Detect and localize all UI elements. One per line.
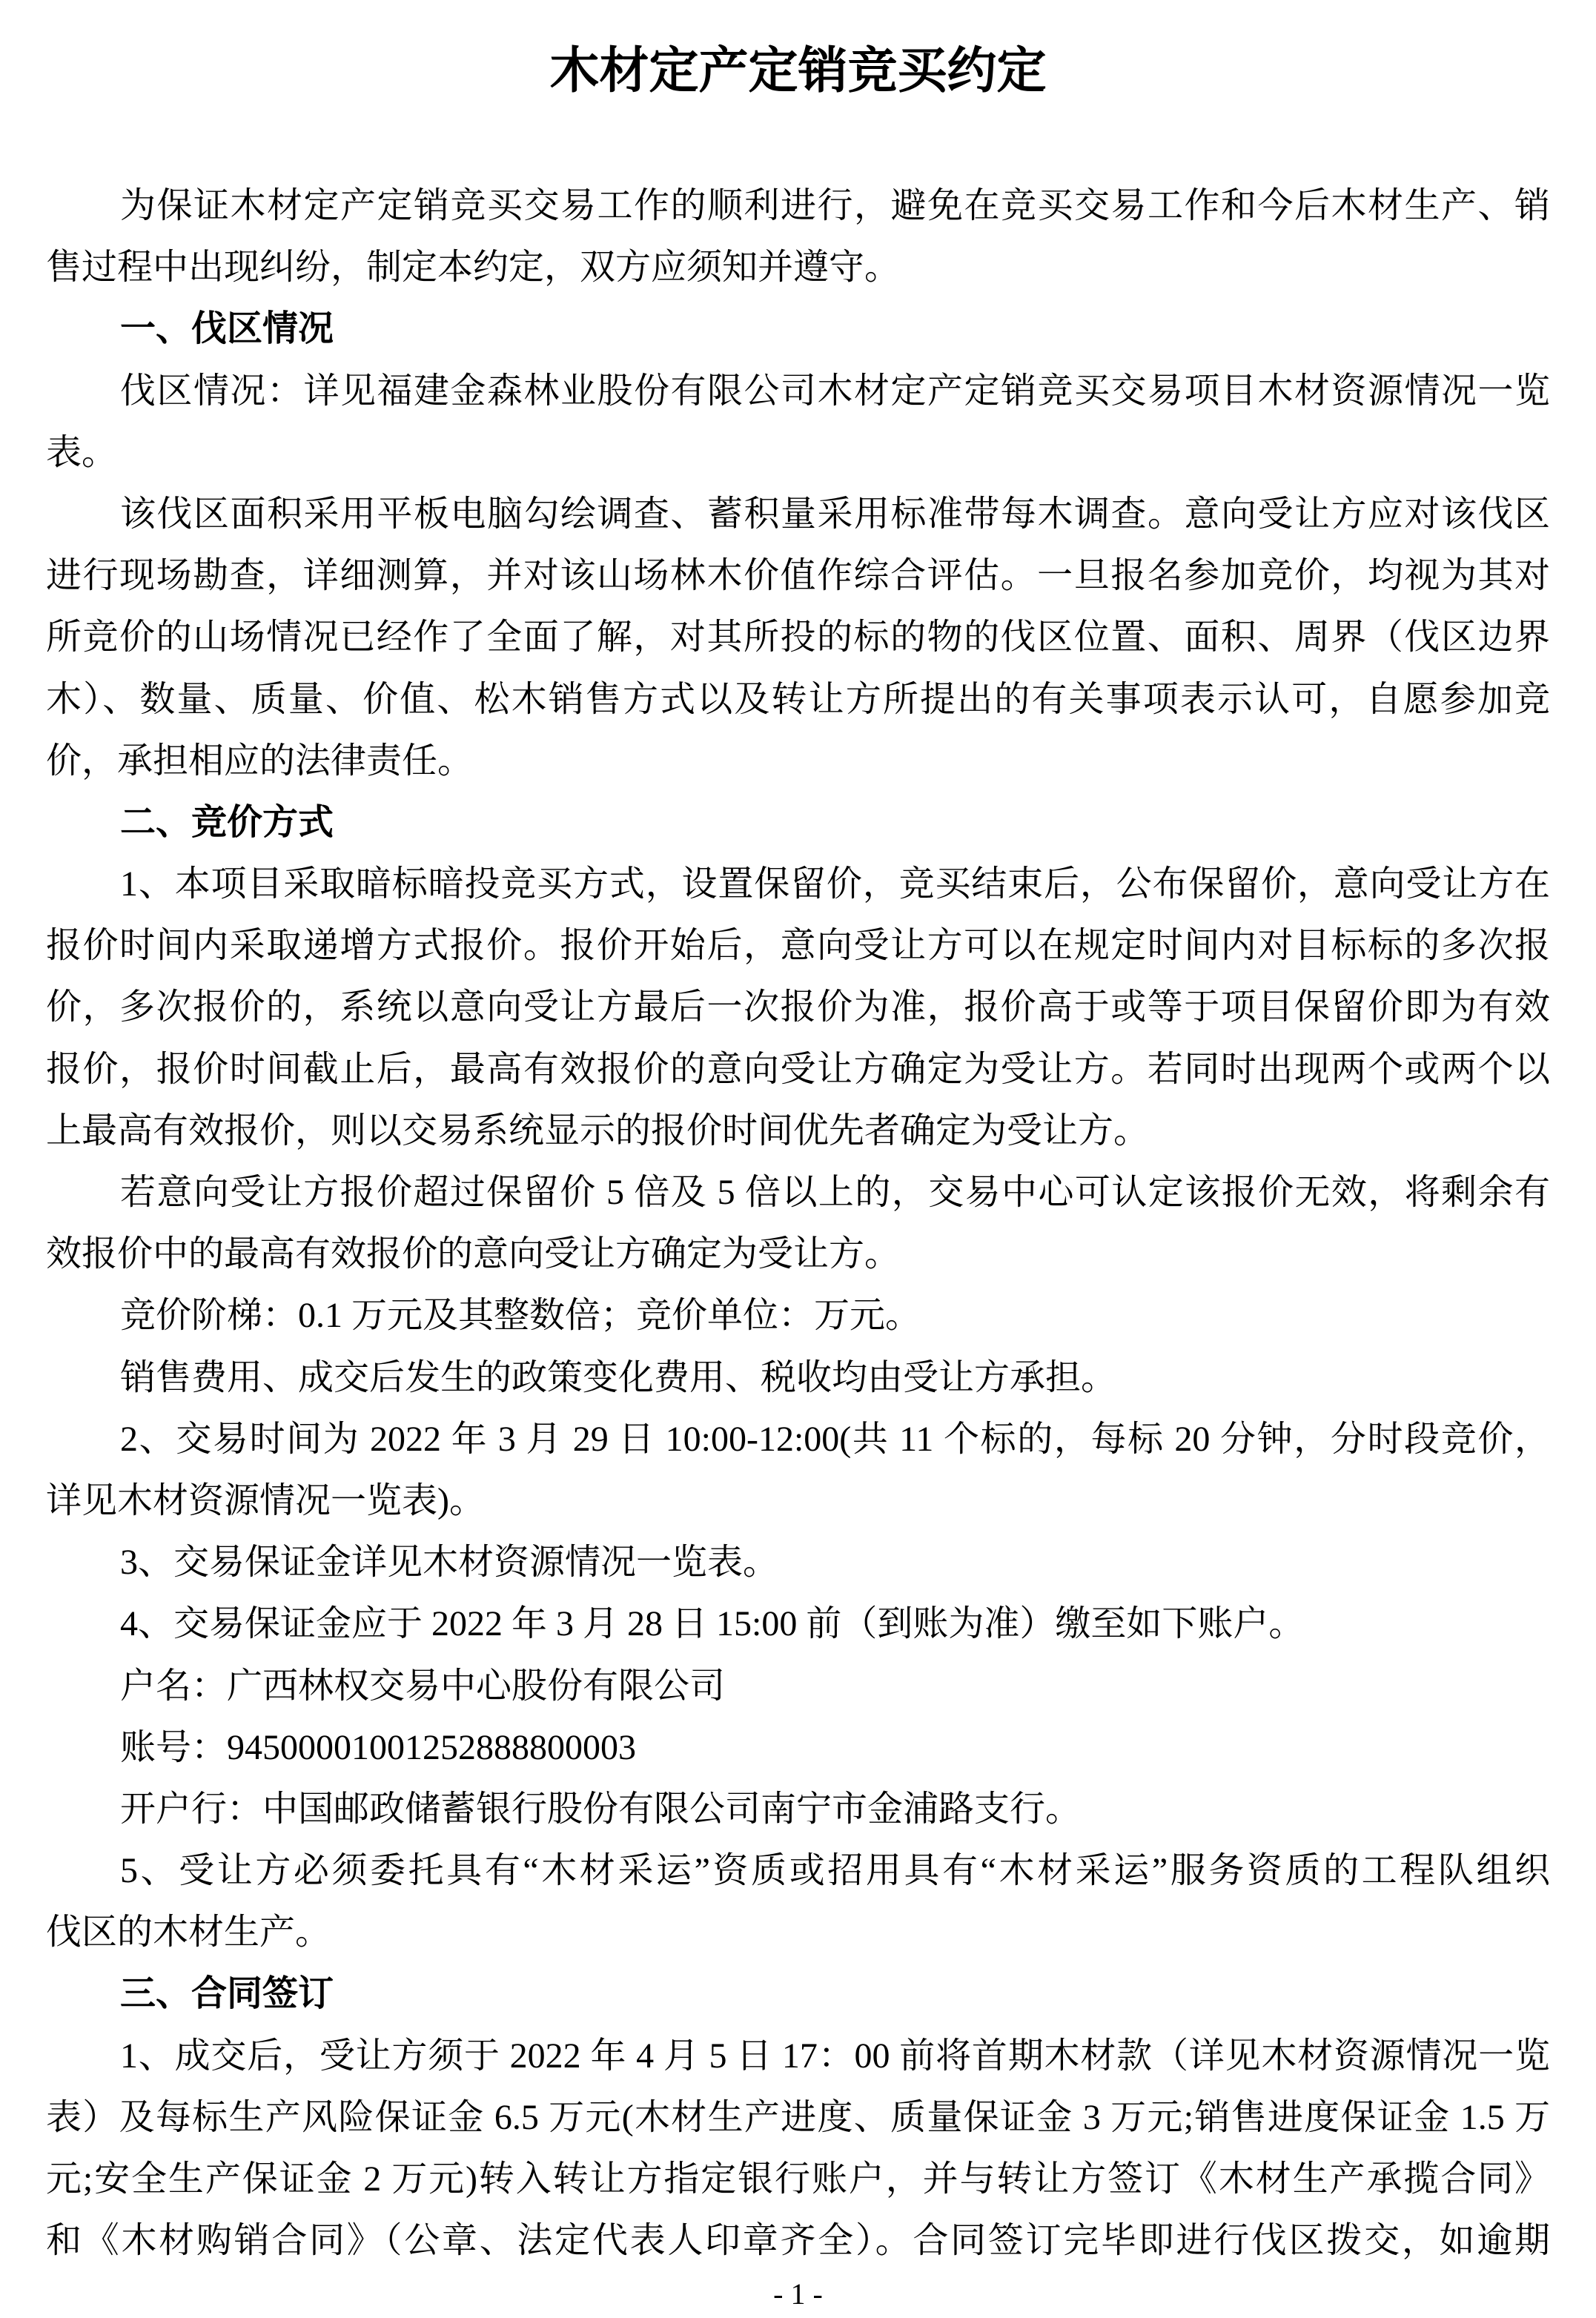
text-line: 2、交易时间为 2022 年 3 月 29 日 10:00-12:00(共 11 个标的，每标 20 分钟，分时段竞价， — [120, 1419, 1550, 1459]
text-line: 销售费用、成交后发生的政策变化费用、税收均由受让方承担。 — [120, 1357, 1117, 1397]
text-line: 报价时间内采取递增方式报价。报价开始后，意向受让方可以在规定时间内对目标标的多次报 — [46, 926, 1550, 966]
text-line: 元;安全生产保证金 2 万元)转入转让方指定银行账户，并与转让方签订《木材生产承揽合同》 — [46, 2159, 1550, 2199]
text-line: 4、交易保证金应于 2022 年 3 月 28 日 15:00 前（到账为准）缴至如下账户。 — [120, 1604, 1305, 1644]
text-line: 和《木材购销合同》（公章、法定代表人印章齐全）。合同签订完毕即进行伐区拨交，如逾期 — [46, 2221, 1550, 2261]
text-line: 户名：广西林权交易中心股份有限公司 — [120, 1666, 726, 1706]
text-line: 账号：94500001001252888800003 — [120, 1727, 637, 1767]
section-heading: 二、竞价方式 — [120, 802, 334, 842]
document-body — [46, 175, 1550, 2271]
text-line: 价，承担相应的法律责任。 — [46, 741, 474, 781]
text-line: 上最高有效报价，则以交易系统显示的报价时间优先者确定为受让方。 — [46, 1110, 1150, 1150]
text-line: 进行现场勘查，详细测算，并对该山场林木价值作综合评估。一旦报名参加竞价，均视为其对 — [46, 556, 1550, 596]
text-line: 价，多次报价的，系统以意向受让方最后一次报价为准，报价高于或等于项目保留价即为有效 — [46, 987, 1550, 1027]
section-heading: 三、合同签订 — [120, 1974, 334, 2014]
text-line: 报价，报价时间截止后，最高有效报价的意向受让方确定为受让方。若同时出现两个或两个以 — [46, 1049, 1550, 1089]
text-line: 开户行：中国邮政储蓄银行股份有限公司南宁市金浦路支行。 — [120, 1789, 1082, 1829]
page-number: - 1 - — [773, 2277, 823, 2311]
text-line: 售过程中出现纠纷，制定本约定，双方应须知并遵守。 — [46, 248, 901, 288]
document-title: 木材定产定销竞买约定 — [549, 44, 1047, 99]
text-line: 5、受让方必须委托具有“木材采运”资质或招用具有“木材采运”服务资质的工程队组织 — [120, 1851, 1550, 1891]
text-line: 详见木材资源情况一览表)。 — [46, 1480, 485, 1520]
text-line: 表。 — [46, 432, 118, 472]
text-line: 3、交易保证金详见木材资源情况一览表。 — [120, 1543, 779, 1583]
text-line: 效报价中的最高有效报价的意向受让方确定为受让方。 — [46, 1234, 901, 1274]
text-line: 为保证木材定产定销竞买交易工作的顺利进行，避免在竞买交易工作和今后木材生产、销 — [120, 186, 1550, 225]
text-line: 所竞价的山场情况已经作了全面了解，对其所投的标的物的伐区位置、面积、周界（伐区边界 — [46, 617, 1550, 658]
text-line: 1、成交后，受让方须于 2022 年 4 月 5 日 17：00 前将首期木材款（详见木材资源情况一览 — [120, 2036, 1550, 2076]
text-line: 伐区情况：详见福建金森林业股份有限公司木材定产定销竞买交易项目木材资源情况一览 — [120, 371, 1550, 411]
text-line: 该伐区面积采用平板电脑勾绘调查、蓄积量采用标准带每木调查。意向受让方应对该伐区 — [120, 494, 1550, 534]
text-line: 若意向受让方报价超过保留价 5 倍及 5 倍以上的，交易中心可认定该报价无效，将剩余有 — [120, 1173, 1550, 1212]
text-line: 表）及每标生产风险保证金 6.5 万元(木材生产进度、质量保证金 3 万元;销售进度保证金 1.5 万 — [46, 2097, 1550, 2137]
text-line: 竞价阶梯：0.1 万元及其整数倍；竞价单位：万元。 — [120, 1296, 921, 1336]
text-line: 伐区的木材生产。 — [46, 1913, 331, 1953]
text-line: 1、本项目采取暗标暗投竞买方式，设置保留价，竞买结束后，公布保留价，意向受让方在 — [120, 864, 1550, 904]
section-heading: 一、伐区情况 — [120, 309, 334, 349]
text-line: 木）、数量、质量、价值、松木销售方式以及转让方所提出的有关事项表示认可，自愿参加竞 — [46, 679, 1550, 719]
